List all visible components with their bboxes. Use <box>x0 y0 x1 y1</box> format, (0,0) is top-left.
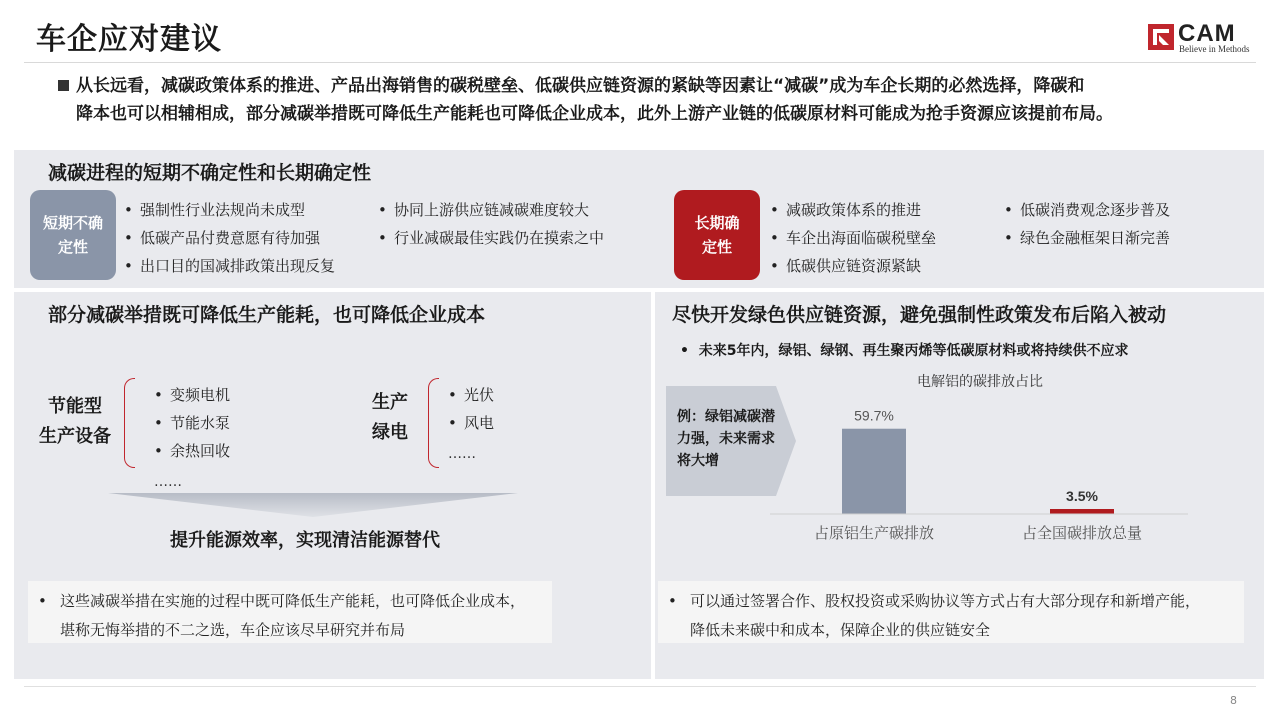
supply-note-line-2: 降低未来碳中和成本，保障企业的供应链安全 <box>690 621 991 639</box>
energy-equipment-more: …… <box>154 474 182 490</box>
long-term-badge-label: 长期确定性 <box>694 214 740 256</box>
uncertainty-section-title: 减碳进程的短期不确定性和长期确定性 <box>48 162 372 184</box>
list-item: • 低碳产品付费意愿有待加强 <box>120 224 335 252</box>
list-item: • 变频电机 <box>150 381 230 409</box>
list-item: • 低碳供应链资源紧缺 <box>766 252 936 280</box>
cost-conclusion: 提升能源效率，实现清洁能源替代 <box>170 530 440 551</box>
aluminum-carbon-chart <box>770 368 1190 550</box>
supply-bullet <box>680 340 1128 360</box>
bullet-dot-icon: • <box>680 343 689 359</box>
down-arrow-icon <box>108 493 518 517</box>
list-item: • 出口目的国减排政策出现反复 <box>120 252 335 280</box>
chart-bar <box>1050 509 1114 514</box>
header-divider <box>24 62 1256 63</box>
chart-bar <box>842 429 906 514</box>
company-logo <box>1148 22 1258 58</box>
chart-data-label: 3.5% <box>1066 488 1098 504</box>
chart-category-label: 占原铝生产碳排放 <box>813 524 935 542</box>
green-power-label-line-1: 生产 <box>372 392 408 413</box>
green-power-label <box>360 388 420 448</box>
bullet-dot-icon: • <box>668 592 677 610</box>
chart-title: 电解铝的碳排放占比 <box>917 374 1043 390</box>
intro-paragraph <box>58 72 1258 128</box>
cost-note-line-2: 堪称无悔举措的不二之选，车企应该尽早研究并布局 <box>60 621 406 639</box>
intro-line-1: 从长远看，减碳政策体系的推进、产品出海销售的碳税壁垒、低碳供应链资源的紧缺等因素让“减碳”成为车企长期的必然选择，降碳和 <box>76 76 1085 96</box>
logo-text: CAM <box>1178 20 1236 47</box>
list-item: • 减碳政策体系的推进 <box>766 196 936 224</box>
page-title: 车企应对建议 <box>36 22 222 57</box>
supply-bullet-text: 未来5年内，绿铝、绿钢、再生聚丙烯等低碳原材料或将持续供不应求 <box>698 343 1129 359</box>
cost-note-line-1: 这些减碳举措在实施的过程中既可降低生产能耗，也可降低企业成本， <box>60 592 526 610</box>
list-item: • 协同上游供应链减碳难度较大 <box>374 196 604 224</box>
bullet-dot-icon: • <box>38 592 47 610</box>
list-item: • 余热回收 <box>150 437 230 465</box>
chart-category-label: 占全国碳排放总量 <box>1021 524 1143 542</box>
chart-bars <box>842 408 1114 514</box>
list-item: • 车企出海面临碳税壁垒 <box>766 224 936 252</box>
supply-note-line-1: 可以通过签署合作、股权投资或采购协议等方式占有大部分现存和新增产能， <box>690 592 1201 610</box>
bracket-left-icon <box>428 378 439 468</box>
long-term-list-1 <box>766 196 936 280</box>
list-item: • 低碳消费观念逐步普及 <box>1000 196 1170 224</box>
short-term-badge-label: 短期不确定性 <box>43 214 104 256</box>
square-bullet-icon <box>58 80 69 91</box>
list-item: • 强制性行业法规尚未成型 <box>120 196 335 224</box>
list-item: • 节能水泵 <box>150 409 230 437</box>
short-term-list-1 <box>120 196 335 280</box>
long-term-badge <box>674 190 760 280</box>
green-power-list <box>444 381 494 437</box>
cost-note <box>28 581 552 643</box>
supply-section-title: 尽快开发绿色供应链资源，避免强制性政策发布后陷入被动 <box>672 304 1167 326</box>
logo-mark-icon <box>1148 24 1174 50</box>
long-term-list-2 <box>1000 196 1170 252</box>
green-power-more: …… <box>448 446 476 462</box>
chart-category-labels <box>814 524 1142 542</box>
green-power-label-line-2: 绿电 <box>372 422 408 443</box>
short-term-list-2 <box>374 196 604 252</box>
footer-divider <box>24 686 1256 687</box>
list-item: • 风电 <box>444 409 494 437</box>
logo-slogan: Believe in Methods <box>1179 44 1250 54</box>
short-term-badge <box>30 190 116 280</box>
list-item: • 光伏 <box>444 381 494 409</box>
intro-line-2: 降本也可以相辅相成，部分减碳举措既可降低生产能耗也可降低企业成本，此外上游产业链的低碳原材料可能成为抢手资源应该提前布局。 <box>76 104 1113 124</box>
aluminum-callout-text: 例：绿铝减碳潜力强，未来需求将大增 <box>677 409 775 469</box>
energy-equipment-label-line-2: 生产设备 <box>39 426 111 447</box>
page-number: 8 <box>1230 694 1237 707</box>
supply-note <box>658 581 1244 643</box>
energy-equipment-label <box>30 392 120 452</box>
bracket-left-icon <box>124 378 135 468</box>
cost-section-title: 部分减碳举措既可降低生产能耗，也可降低企业成本 <box>48 304 486 326</box>
list-item: • 行业减碳最佳实践仍在摸索之中 <box>374 224 604 252</box>
list-item: • 绿色金融框架日渐完善 <box>1000 224 1170 252</box>
chart-data-label: 59.7% <box>854 407 894 424</box>
energy-equipment-label-line-1: 节能型 <box>48 396 102 417</box>
energy-equipment-list <box>150 381 230 465</box>
